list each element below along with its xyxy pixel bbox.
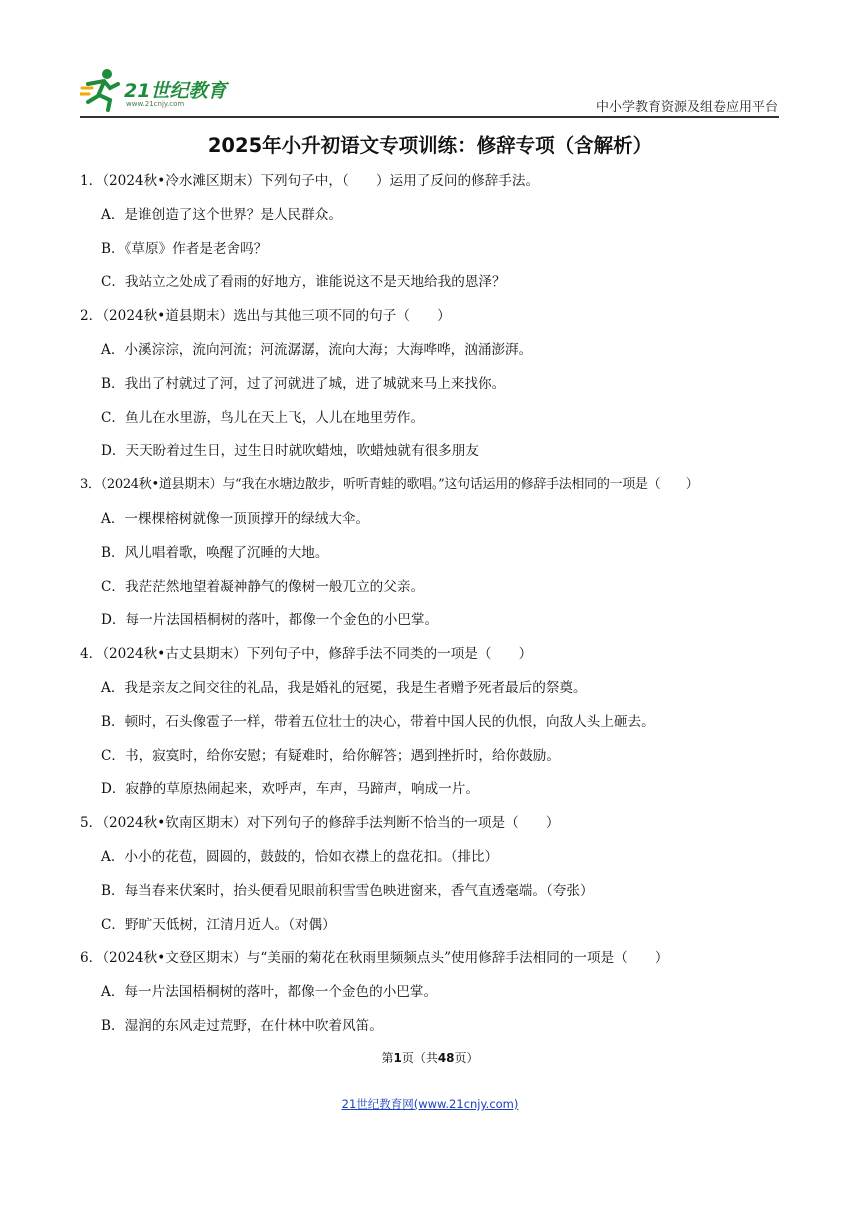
page-header <box>80 66 780 118</box>
site-logo[interactable] <box>80 66 260 112</box>
answer-option: A．每一片法国梧桐树的落叶，都像一个金色的小巴掌。 <box>101 984 438 1001</box>
answer-option: A．一棵棵榕树就像一顶顶撑开的绿绒大伞。 <box>101 510 370 527</box>
page-title: 2025年小升初语文专项训练：修辞专项（含解析） <box>207 134 653 157</box>
answer-option: D．寂静的草原热闹起来，欢呼声，车声，马蹄声，响成一片。 <box>101 781 479 798</box>
platform-tagline: 中小学教育资源及组卷应用平台 <box>595 100 778 115</box>
page-mid: 页（共 <box>401 1051 438 1065</box>
answer-option: B．风儿唱着歌，唤醒了沉睡的大地。 <box>101 544 329 561</box>
question-stem: 4．（2024秋•古丈县期末）下列句子中，修辞手法不同类的一项是（ ） <box>80 646 533 663</box>
answer-option: B．《草原》作者是老舍吗？ <box>101 240 268 257</box>
answer-option: B．顿时，石头像雹子一样，带着五位壮士的决心，带着中国人民的仇恨，向敌人头上砸去。 <box>101 713 655 730</box>
question-stem: 5．（2024秋•钦南区期末）对下列句子的修辞手法判断不恰当的一项是（ ） <box>80 815 560 832</box>
question-list <box>80 170 780 1049</box>
current-page: 1 <box>393 1051 402 1065</box>
answer-option: B．湿润的东风走过荒野，在什林中吹着风笛。 <box>101 1017 383 1034</box>
answer-option: D．天天盼着过生日，过生日时就吹蜡烛，吹蜡烛就有很多朋友 <box>101 443 479 460</box>
answer-option: C．书，寂寞时，给你安慰；有疑难时，给你解答；遇到挫折时，给你鼓励。 <box>101 747 560 764</box>
page-number <box>0 1049 860 1066</box>
answer-option: B．每当春来伏案时，抬头便看见眼前积雪雪色映进窗来，香气直透毫端。（夸张） <box>101 882 594 899</box>
question-stem: 6．（2024秋•文登区期末）与“美丽的菊花在秋雨里频频点头”使用修辞手法相同的一项是（ ） <box>80 950 669 967</box>
total-pages: 48 <box>437 1051 455 1065</box>
answer-option: A．我是亲友之间交往的礼品，我是婚礼的冠冕，我是生者赠予死者最后的祭奠。 <box>101 679 587 696</box>
question-stem: 3．（2024秋•道县期末）与“我在水塘边散步，听听青蛙的歌唱。”这句话运用的修辞手法相同的一项是（ ） <box>80 477 699 493</box>
header-divider <box>80 116 779 118</box>
site-footer-link[interactable]: 21世纪教育网(www.21cnjy.com) <box>341 1097 519 1111</box>
answer-option: A．小溪淙淙，流向河流；河流潺潺，流向大海；大海哗哗，汹涌澎湃。 <box>101 341 533 358</box>
page-suffix: 页） <box>454 1051 479 1065</box>
question-stem: 1．（2024秋•冷水滩区期末）下列句子中，（ ）运用了反问的修辞手法。 <box>80 173 540 189</box>
answer-option: C．鱼儿在水里游，鸟儿在天上飞，人儿在地里劳作。 <box>101 409 425 426</box>
logo-text: 21世纪教育 <box>124 80 227 102</box>
answer-option: C．我茫茫然地望着凝神静气的像树一般兀立的父亲。 <box>101 578 425 595</box>
page-prefix: 第 <box>381 1051 394 1065</box>
answer-option: B．我出了村就过了河，过了河就进了城，进了城就来马上来找你。 <box>101 375 506 392</box>
answer-option: C．野旷天低树，江清月近人。（对偶） <box>101 916 336 933</box>
answer-option: A．小小的花苞，圆圆的，鼓鼓的，恰如衣襟上的盘花扣。（排比） <box>101 848 499 865</box>
logo-url: www.21cnjy.com <box>126 100 185 108</box>
runner-logo-icon <box>80 66 124 112</box>
answer-option: C．我站立之处成了看雨的好地方，谁能说这不是天地给我的恩泽？ <box>101 274 506 291</box>
question-stem: 2．（2024秋•道县期末）选出与其他三项不同的句子（ ） <box>80 308 451 325</box>
answer-option: A．是谁创造了这个世界？是人民群众。 <box>101 206 342 223</box>
answer-option: D．每一片法国梧桐树的落叶，都像一个金色的小巴掌。 <box>101 612 439 629</box>
